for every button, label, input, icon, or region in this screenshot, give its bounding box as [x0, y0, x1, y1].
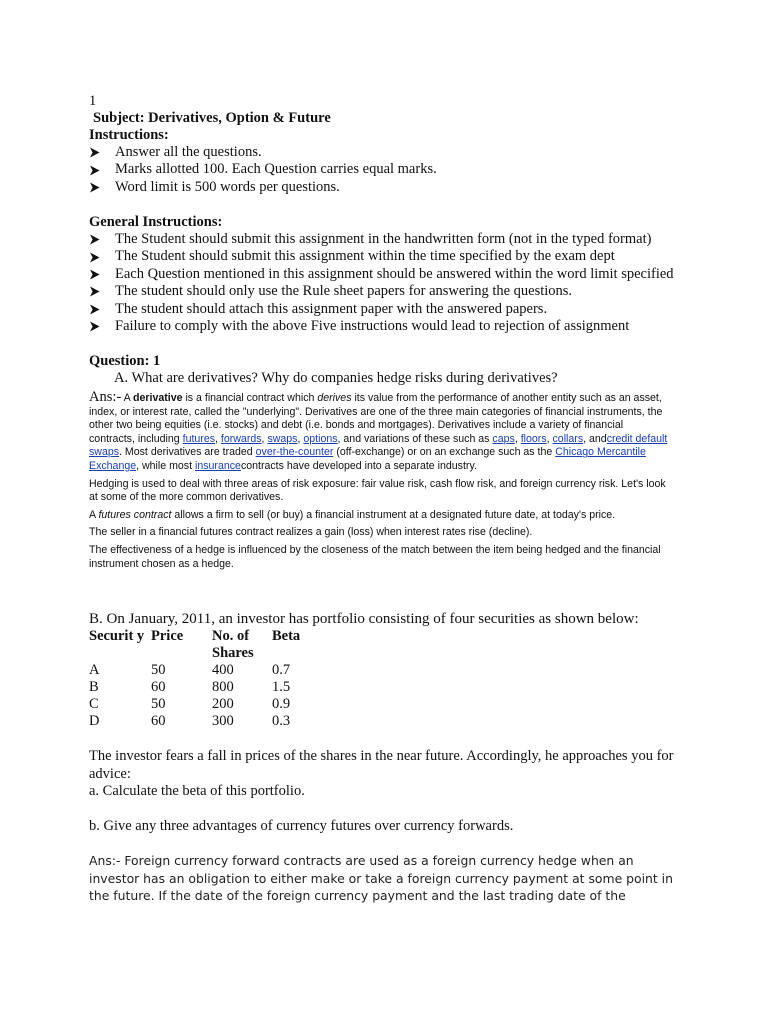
subject-line: Subject: Derivatives, Option & Future: [93, 110, 331, 126]
instruction-text: Answer all the questions.: [115, 144, 262, 160]
table-row: [89, 713, 332, 730]
link-collars[interactable]: collars: [552, 432, 584, 445]
list-item: [89, 161, 437, 178]
answer-label: Ans:-: [89, 389, 122, 405]
term-derivative: derivative: [133, 392, 183, 404]
table-cell: 800: [212, 679, 234, 695]
term-futures-contract: futures contract: [98, 508, 172, 521]
question-heading: Question: 1: [89, 353, 161, 369]
table-cell: 60: [151, 713, 166, 729]
page-number: 1: [89, 93, 97, 109]
answer-text: A: [89, 508, 99, 521]
link-options[interactable]: options: [303, 432, 338, 445]
answer-text: allows a firm to sell (or buy) a financial instrument at a designated future date, at today's price.: [171, 508, 616, 521]
instruction-text: The Student should submit this assignment within the time specified by the exam dept: [115, 248, 615, 265]
instruction-text: The student should only use the Rule sheet papers for answering the questions.: [115, 283, 573, 300]
instructions-heading: Instructions:: [89, 127, 169, 143]
answer-paragraph: [89, 509, 669, 523]
table-row: [89, 679, 332, 696]
answer-text: ,: [546, 432, 553, 445]
table-cell: 300: [212, 713, 234, 729]
answer-paragraph: [89, 391, 669, 474]
list-item: [89, 318, 674, 335]
arrowhead-bullet-icon: [89, 179, 115, 196]
table-cell: 0.3: [272, 713, 291, 729]
answer-text: ,: [297, 432, 304, 445]
instruction-text: Each Question mentioned in this assignment should be answered within the word limit specified: [115, 265, 674, 282]
table-cell: D: [89, 713, 100, 729]
link-caps[interactable]: caps: [492, 432, 515, 445]
link-swaps[interactable]: swaps: [267, 432, 298, 445]
scenario-text: The investor fears a fall in prices of the shares in the near future. Accordingly, he approaches you for advice:: [89, 748, 674, 782]
table-cell: 200: [212, 696, 234, 712]
answer-paragraph: Hedging is used to deal with three areas of risk exposure: fair value risk, cash flow risk, and foreign currency risk. Let's look at some of the more common derivatives.: [89, 477, 666, 504]
answer-b-text: Ans:- Foreign currency forward contracts are used as a foreign currency hedge when an investor has an obligation to either make or take a foreign currency payment at some point in the future. If the date of the foreign currency payment and the last trading date of the: [89, 853, 673, 903]
list-item: [89, 179, 437, 196]
answer-text: is a financial contract which: [182, 392, 318, 404]
column-header: Beta: [272, 628, 301, 644]
table-header-row: [89, 628, 332, 662]
arrowhead-bullet-icon: [89, 283, 115, 300]
answer-a: [89, 391, 669, 575]
instructions-list: [89, 144, 437, 196]
instruction-text: Marks allotted 100. Each Question carries equal marks.: [115, 161, 437, 178]
list-item: [89, 144, 437, 161]
arrowhead-bullet-icon: [89, 248, 115, 265]
table-row: [89, 662, 332, 679]
table-cell: 1.5: [272, 679, 291, 695]
answer-text: (off-exchange) or on an exchange such as the: [333, 446, 556, 459]
arrowhead-bullet-icon: [89, 231, 115, 248]
sub-question-a: a. Calculate the beta of this portfolio.: [89, 783, 305, 799]
table-cell: 50: [151, 696, 166, 712]
arrowhead-bullet-icon: [89, 144, 115, 161]
sub-question-b: b. Give any three advantages of currency futures over currency forwards.: [89, 818, 514, 834]
answer-text: , and variations of these such as: [337, 432, 493, 445]
question-part-b: B. On January, 2011, an investor has portfolio consisting of four securities as shown below:: [89, 611, 639, 627]
answer-text: contracts have developed into a separate industry.: [240, 459, 477, 472]
table-row: [89, 696, 332, 713]
link-chicago-mercantile-exchange[interactable]: Chicago Mercantile Exchange: [89, 446, 646, 472]
link-insurance[interactable]: insurance: [195, 459, 241, 472]
link-forwards[interactable]: forwards: [220, 432, 262, 445]
table-cell: 50: [151, 662, 166, 678]
instruction-text: Word limit is 500 words per questions.: [115, 178, 340, 195]
table-cell: C: [89, 696, 99, 712]
table-cell: 400: [212, 662, 234, 678]
arrowhead-bullet-icon: [89, 266, 115, 283]
list-item: [89, 231, 674, 248]
answer-text: ,: [215, 432, 221, 445]
general-instructions-heading: General Instructions:: [89, 214, 223, 230]
table-cell: A: [89, 662, 100, 678]
answer-text: A: [121, 392, 134, 404]
answer-text: . Most derivatives are traded: [119, 446, 256, 459]
instruction-text: The Student should submit this assignment in the handwritten form (not in the typed format): [115, 231, 652, 247]
answer-paragraph: The seller in a financial futures contract realizes a gain (loss) when interest rates rise (decline).: [89, 526, 533, 539]
table-cell: B: [89, 679, 99, 695]
answer-text: , while most: [136, 459, 195, 472]
link-futures[interactable]: futures: [182, 432, 216, 445]
question-part-a: A. What are derivatives? Why do companies hedge risks during derivatives?: [114, 370, 558, 386]
answer-text: , and: [583, 432, 607, 445]
answer-text: ,: [261, 432, 268, 445]
table-cell: 60: [151, 679, 166, 695]
link-floors[interactable]: floors: [520, 432, 547, 445]
column-header: No. of Shares: [212, 628, 254, 661]
list-item: [89, 248, 674, 265]
answer-paragraph: The effectiveness of a hedge is influenced by the closeness of the match between the item being hedged and the financial instrument chosen as a hedge.: [89, 543, 661, 570]
column-header: Price: [151, 628, 184, 644]
link-over-the-counter[interactable]: over-the-counter: [255, 446, 334, 459]
answer-text: ,: [514, 432, 521, 445]
answer-text: its value from the performance of another entity such as an asset, index, or interest rate, called the "underlying". Derivatives are one of the three main categories of financial instruments, the other two being equities (i.e. stocks) and debt (i.e. bonds and mortgages). Derivatives include a variety of financial contracts, including: [89, 392, 663, 445]
arrowhead-bullet-icon: [89, 301, 115, 318]
list-item: [89, 266, 674, 283]
general-instructions-list: [89, 231, 674, 335]
link-credit-default-swaps[interactable]: credit default swaps: [89, 432, 668, 459]
list-item: [89, 283, 674, 300]
column-header: Securit y: [89, 628, 145, 644]
instruction-text: The student should attach this assignment paper with the answered papers.: [115, 300, 548, 317]
portfolio-table: [89, 628, 332, 730]
table-cell: 0.9: [272, 696, 291, 712]
arrowhead-bullet-icon: [89, 161, 115, 178]
term-derives: derives: [317, 392, 352, 404]
list-item: [89, 301, 674, 318]
table-cell: 0.7: [272, 662, 291, 678]
arrowhead-bullet-icon: [89, 318, 115, 335]
instruction-text: Failure to comply with the above Five instructions would lead to rejection of assignment: [115, 317, 630, 334]
